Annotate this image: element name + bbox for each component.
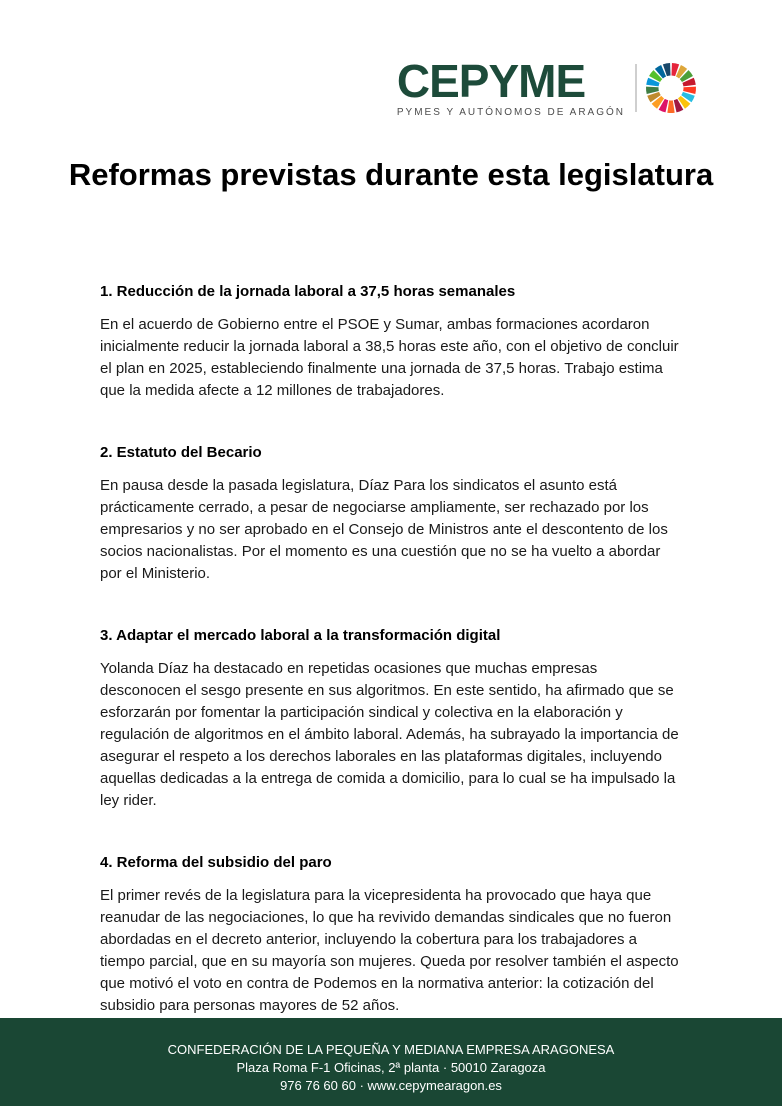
section-paragraph: En el acuerdo de Gobierno entre el PSOE y Sumar, ambas formaciones acordaron inicialmente reducir la jornada laboral a 38,5 horas este año, con el objetivo de concluir el plan en 2025, estableciendo finalmente una jornada de 37,5 horas. Trabajo estima que la medida afecte a 12 millones de trabajadores.	[100, 316, 679, 399]
sdg-wheel-icon	[645, 62, 697, 114]
section-heading: 3. Adaptar el mercado laboral a la transformación digital	[100, 627, 501, 644]
section-jornada-laboral	[100, 283, 682, 402]
section-paragraph: En pausa desde la pasada legislatura, Díaz Para los sindicatos el asunto está prácticamente cerrado, a pesar de negociarse ampliamente, ser rechazado por los empresarios y no ser aprobado en el Consejo de Ministros ante el descontento de los socios nacionalistas. Por el momento es una cuestión que no se ha vuelto a abordar por el Ministerio.	[100, 477, 668, 582]
section-paragraph: Yolanda Díaz ha destacado en repetidas ocasiones que muchas empresas desconocen el sesgo presente en sus algoritmos. En este sentido, ha afirmado que se esforzarán por fomentar la participación sindical y colectiva en la elaboración y regulación de algoritmos en el ámbito laboral. Además, ha subrayado la importancia de asegurar el respeto a los derechos laborales en las plataformas digitales, incluyendo aquellas dedicadas a la entrega de comida a domicilio, para lo cual se ha impulsado la ley rider.	[100, 660, 679, 809]
section-transformacion-digital	[100, 627, 682, 812]
section-estatuto-becario	[100, 444, 682, 585]
document-body	[100, 283, 682, 1017]
section-heading: 1. Reducción de la jornada laboral a 37,5 horas semanales	[100, 283, 516, 300]
section-heading: 2. Estatuto del Becario	[100, 444, 262, 461]
footer-phone-website: 976 76 60 60 · www.cepymearagon.es	[280, 1078, 502, 1093]
section-heading: 4. Reforma del subsidio del paro	[100, 854, 332, 871]
logo-divider	[635, 64, 637, 112]
page-footer	[0, 1018, 782, 1106]
section-subsidio-paro	[100, 854, 682, 1017]
section-paragraph: El primer revés de la legislatura para la vicepresidenta ha provocado que haya que reanudar de las negociaciones, lo que ha revivido demandas sindicales que no fueron abordadas en el decreto anterior, incluyendo la cobertura para los trabajadores a tiempo parcial, que en su mayoría son mujeres. Queda por resolver también el aspecto que motivó el voto en contra de Podemos en la normativa anterior: la cotización del subsidio para personas mayores de 52 años.	[100, 887, 679, 1014]
page-title: Reformas previstas durante esta legislatura	[68, 157, 714, 192]
cepyme-logo	[396, 55, 697, 118]
brand-tagline: PYMES Y AUTÓNOMOS DE ARAGÓN	[396, 107, 625, 118]
logo-text-block	[396, 55, 625, 118]
footer-address: Plaza Roma F-1 Oficinas, 2ª planta · 50010 Zaragoza	[236, 1060, 546, 1075]
footer-org-name: CONFEDERACIÓN DE LA PEQUEÑA Y MEDIANA EMPRESA ARAGONESA	[167, 1042, 615, 1057]
sdg-wheel-segment	[667, 100, 674, 113]
brand-wordmark: CEPYME	[396, 55, 586, 107]
